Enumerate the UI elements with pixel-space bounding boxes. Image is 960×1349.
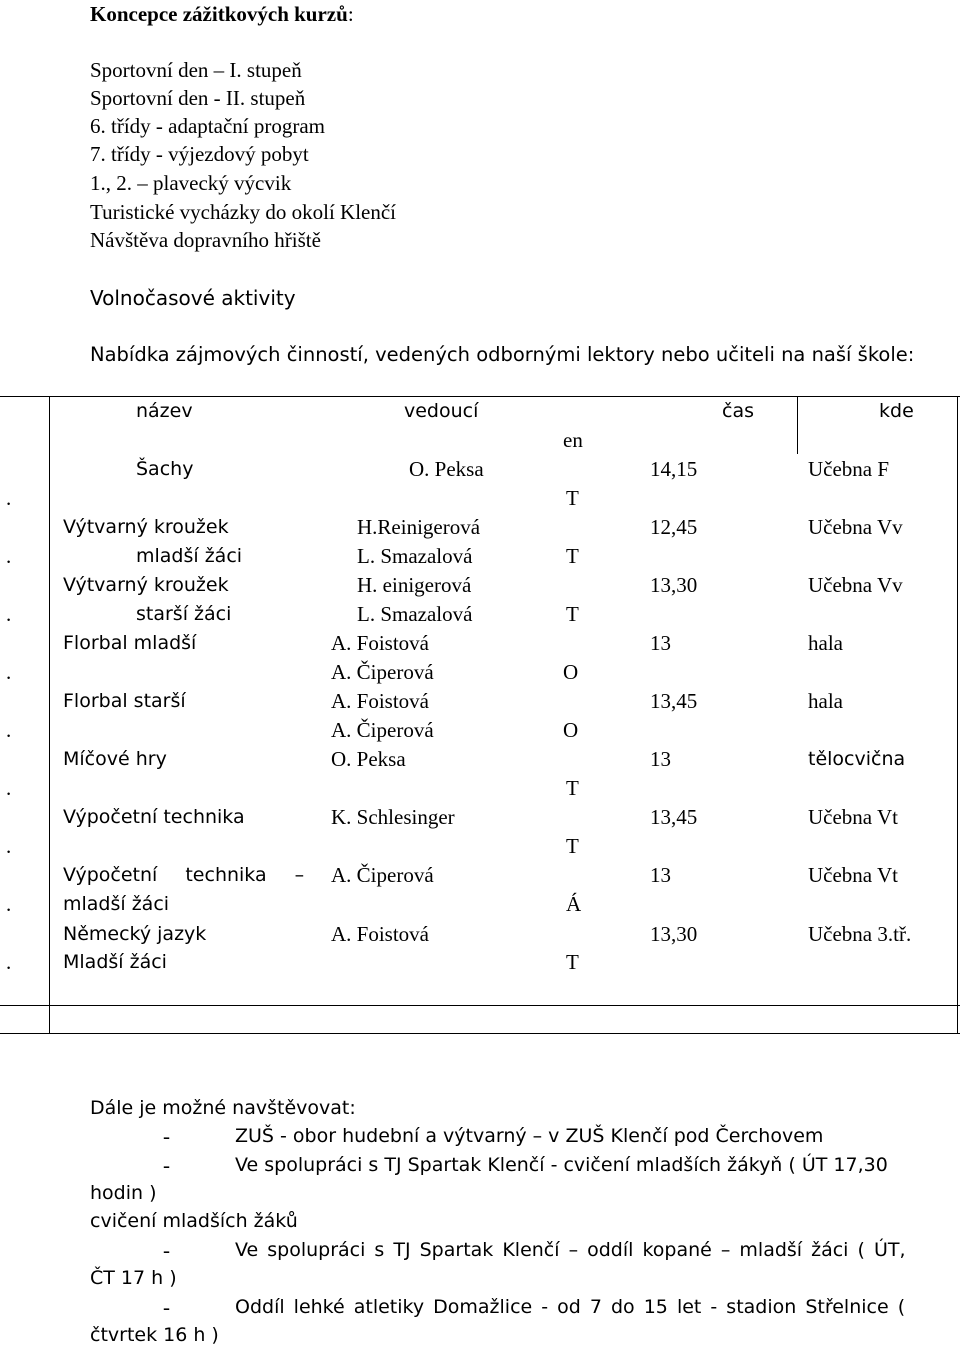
activity-name: Výpočetní technika [63, 806, 245, 828]
activity-leader: A. Foistová [331, 689, 430, 713]
header-leader: vedoucí [404, 400, 479, 422]
bullet-dash: - [163, 1124, 170, 1148]
activity-leader: H. einigerová [357, 573, 472, 597]
additional-line: cvičení mladších žáků [90, 1210, 298, 1232]
activity-day: O [563, 718, 579, 742]
activity-place: Učebna Vv [808, 515, 903, 539]
activity-name-sub: starší žáci [136, 603, 232, 625]
activity-name: Výtvarný kroužek [63, 516, 229, 538]
activity-place: hala [808, 631, 843, 655]
table-header-divider [797, 396, 798, 454]
activity-name: Německý jazyk [63, 923, 207, 945]
activity-leader: A. Čiperová [331, 863, 434, 887]
activity-leader-2: L. Smazalová [357, 544, 473, 568]
list-item: Turistické vycházky do okolí Klenčí [90, 200, 397, 224]
additional-item: Ve spolupráci s TJ Spartak Klenčí - cvičení mladších žákyň ( ÚT 17,30 [235, 1154, 888, 1176]
title-colon: : [347, 2, 354, 26]
list-item: 7. třídy - výjezdový pobyt [90, 142, 309, 166]
activity-leader-2: A. Čiperová [331, 660, 434, 684]
row-marker: . [6, 776, 12, 800]
section-heading: Volnočasové aktivity [90, 286, 296, 310]
activity-time: 13 [650, 631, 671, 655]
list-item: Návštěva dopravního hřiště [90, 228, 321, 252]
activity-place: Učebna Vv [808, 573, 903, 597]
activity-place: Učebna 3.tř. [808, 922, 912, 946]
activity-name: Šachy [136, 458, 194, 480]
activity-day: O [563, 660, 579, 684]
activity-day: T [566, 486, 579, 510]
activity-name: Výpočetní technika – [63, 864, 305, 886]
activity-day: T [566, 544, 579, 568]
additional-item: Ve spolupráci s TJ Spartak Klenčí – oddíl kopané – mladší žáci ( ÚT, [235, 1239, 906, 1261]
activity-time: 13,30 [650, 573, 698, 597]
activity-day: T [566, 950, 579, 974]
activity-place: Učebna Vt [808, 863, 898, 887]
additional-item-cont: čtvrtek 16 h ) [90, 1324, 219, 1346]
row-marker: . [6, 950, 12, 974]
activity-place: hala [808, 689, 843, 713]
bullet-dash: - [163, 1153, 170, 1177]
list-item: 1., 2. – plavecký výcvik [90, 171, 292, 195]
bullet-dash: - [163, 1295, 170, 1319]
activity-day: T [566, 776, 579, 800]
bullet-dash: - [163, 1238, 170, 1262]
activity-day: Á [566, 892, 582, 916]
additional-item: Oddíl lehké atletiky Domažlice - od 7 do 15 let - stadion Střelnice ( [235, 1296, 906, 1318]
activity-leader: K. Schlesinger [331, 805, 455, 829]
table-bottom-border [0, 1033, 960, 1034]
additional-item-cont: hodin ) [90, 1182, 157, 1204]
list-item: Sportovní den - II. stupeň [90, 86, 306, 110]
list-item: Sportovní den – I. stupeň [90, 58, 302, 82]
activity-name-sub: mladší žáci [63, 893, 170, 915]
activity-leader-2: A. Čiperová [331, 718, 434, 742]
activity-name: Florbal mladší [63, 632, 197, 654]
row-marker: . [6, 660, 12, 684]
header-time: čas [722, 400, 754, 422]
activity-leader: O. Peksa [409, 457, 484, 481]
header-day-fragment: en [563, 428, 583, 452]
activity-time: 13 [650, 863, 671, 887]
title-text: Koncepce zážitkových kurzů [90, 2, 348, 26]
list-item: 6. třídy - adaptační program [90, 114, 325, 138]
additional-item: ZUŠ - obor hudební a výtvarný – v ZUŠ Klenčí pod Čerchovem [235, 1125, 824, 1147]
activity-day: T [566, 602, 579, 626]
activity-place: Učebna Vt [808, 805, 898, 829]
table-col-divider [49, 396, 50, 1034]
table-right-border [957, 396, 958, 1034]
activity-name: Florbal starší [63, 690, 186, 712]
activity-place: Učebna F [808, 457, 890, 481]
activity-leader: O. Peksa [331, 747, 406, 771]
activity-name-sub: mladší žáci [136, 545, 243, 567]
activity-place: tělocvična [808, 748, 906, 770]
activity-leader: A. Foistová [331, 922, 430, 946]
activity-time: 13,30 [650, 922, 698, 946]
activity-time: 14,15 [650, 457, 698, 481]
row-marker: . [6, 544, 12, 568]
additional-intro: Dále je možné navštěvovat: [90, 1097, 356, 1119]
activity-leader-2: L. Smazalová [357, 602, 473, 626]
activity-time: 13,45 [650, 689, 698, 713]
header-place: kde [879, 400, 914, 422]
activity-name-sub: Mladší žáci [63, 951, 167, 973]
additional-item-cont: ČT 17 h ) [90, 1267, 177, 1289]
offer-intro: Nabídka zájmových činností, vedených odbornými lektory nebo učiteli na naší škole: [90, 343, 915, 366]
activity-time: 13,45 [650, 805, 698, 829]
row-marker: . [6, 718, 12, 742]
row-marker: . [6, 486, 12, 510]
activity-leader: A. Foistová [331, 631, 430, 655]
activity-name: Míčové hry [63, 748, 167, 770]
page-title [90, 0, 354, 28]
row-marker: . [6, 602, 12, 626]
header-name: název [136, 400, 193, 422]
activity-leader: H.Reinigerová [357, 515, 481, 539]
row-marker: . [6, 834, 12, 858]
table-row-divider [0, 1005, 960, 1006]
activity-day: T [566, 834, 579, 858]
activity-time: 12,45 [650, 515, 698, 539]
activity-name: Výtvarný kroužek [63, 574, 229, 596]
row-marker: . [6, 892, 12, 916]
activity-time: 13 [650, 747, 671, 771]
